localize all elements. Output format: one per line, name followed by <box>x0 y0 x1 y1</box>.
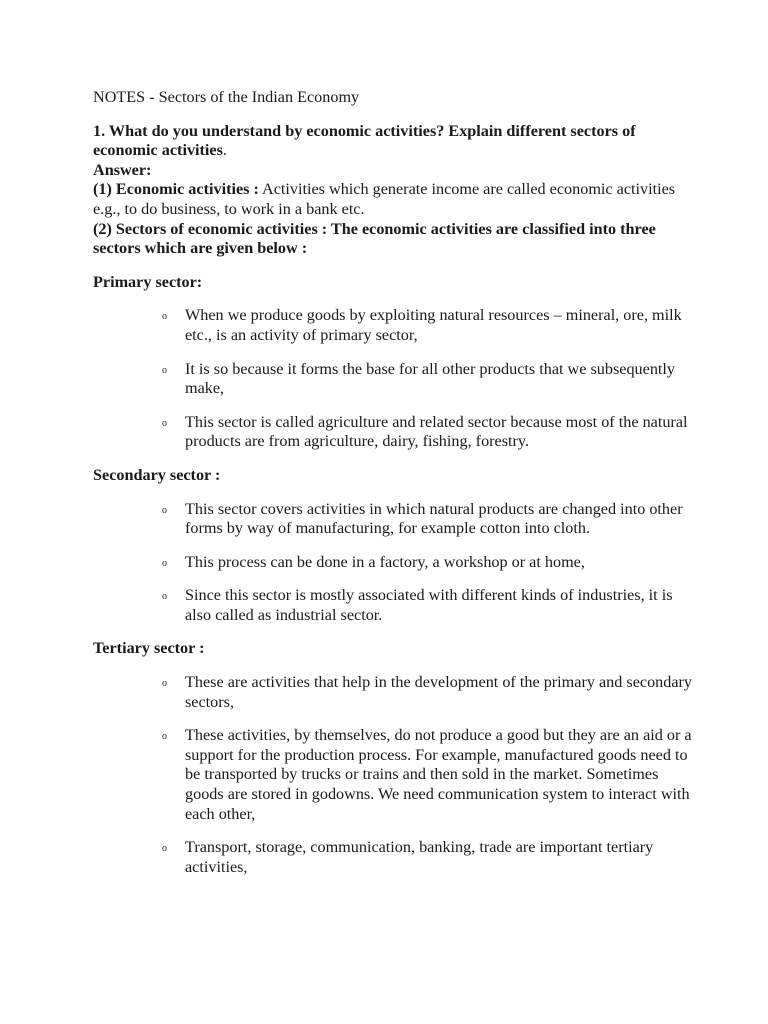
list-item-text: These activities, by themselves, do not produce a good but they are an aid or a support for the production process. For example, manufactured goods need to be transported by trucks or trains and then sold in the market. Sometimes goods are stored in godowns. We need communication system to interact with each other, <box>185 726 692 823</box>
list-item <box>93 673 693 712</box>
document-content <box>93 88 693 891</box>
list-item <box>93 360 693 399</box>
list-item-text: This process can be done in a factory, a workshop or at home, <box>185 552 585 571</box>
list-item-text: These are activities that help in the development of the primary and secondary sectors, <box>185 673 693 711</box>
question-text: 1. What do you understand by economic activities? Explain different sectors of economic activities <box>93 121 636 160</box>
point1-text: Activities which generate income are called economic activities e.g., to do business, to work in a bank etc. <box>93 180 676 218</box>
question-block <box>93 122 693 259</box>
section-heading-secondary: Secondary sector : <box>93 465 221 484</box>
list-item-text: It is so because it forms the base for all other products that we subsequently make, <box>185 359 675 398</box>
secondary-sector-list <box>93 500 693 626</box>
list-item <box>93 553 693 573</box>
question-end: . <box>222 141 227 160</box>
section-heading-tertiary: Tertiary sector : <box>93 639 205 658</box>
primary-sector-list <box>93 306 693 452</box>
bullet-icon: o <box>162 678 167 690</box>
list-item <box>93 413 693 452</box>
document-title: NOTES - Sectors of the Indian Economy <box>93 88 360 106</box>
bullet-icon: o <box>162 591 167 603</box>
list-item-text: Transport, storage, communication, banking, trade are important tertiary activities, <box>185 838 654 876</box>
list-item <box>93 726 693 824</box>
bullet-icon: o <box>162 557 167 569</box>
tertiary-sector-list <box>93 673 693 877</box>
bullet-icon: o <box>162 364 167 376</box>
list-item-text: This sector covers activities in which natural products are changed into other forms by way of manufacturing, for example cotton into cloth. <box>185 499 683 538</box>
point2-label: (2) Sectors of economic activities : The economic activities are classified into three sectors which are given below : <box>93 219 656 258</box>
bullet-icon: o <box>162 417 167 429</box>
section-heading-primary: Primary sector: <box>93 272 203 291</box>
list-item <box>93 838 693 877</box>
list-item-text: Since this sector is mostly associated with different kinds of industries, it is also called as industrial sector. <box>185 586 673 624</box>
point1-label: (1) Economic activities : <box>93 180 259 199</box>
list-item <box>93 586 693 625</box>
list-item-text: This sector is called agriculture and related sector because most of the natural products are from agriculture, dairy, fishing, forestry. <box>185 412 688 451</box>
bullet-icon: o <box>162 843 167 855</box>
list-item <box>93 306 693 345</box>
list-item-text: When we produce goods by exploiting natural resources – mineral, ore, milk etc., is an activity of primary sector, <box>185 306 682 344</box>
bullet-icon: o <box>162 731 167 743</box>
bullet-icon: o <box>162 311 167 323</box>
answer-label: Answer: <box>93 160 152 179</box>
bullet-icon: o <box>162 504 167 516</box>
list-item <box>93 500 693 539</box>
